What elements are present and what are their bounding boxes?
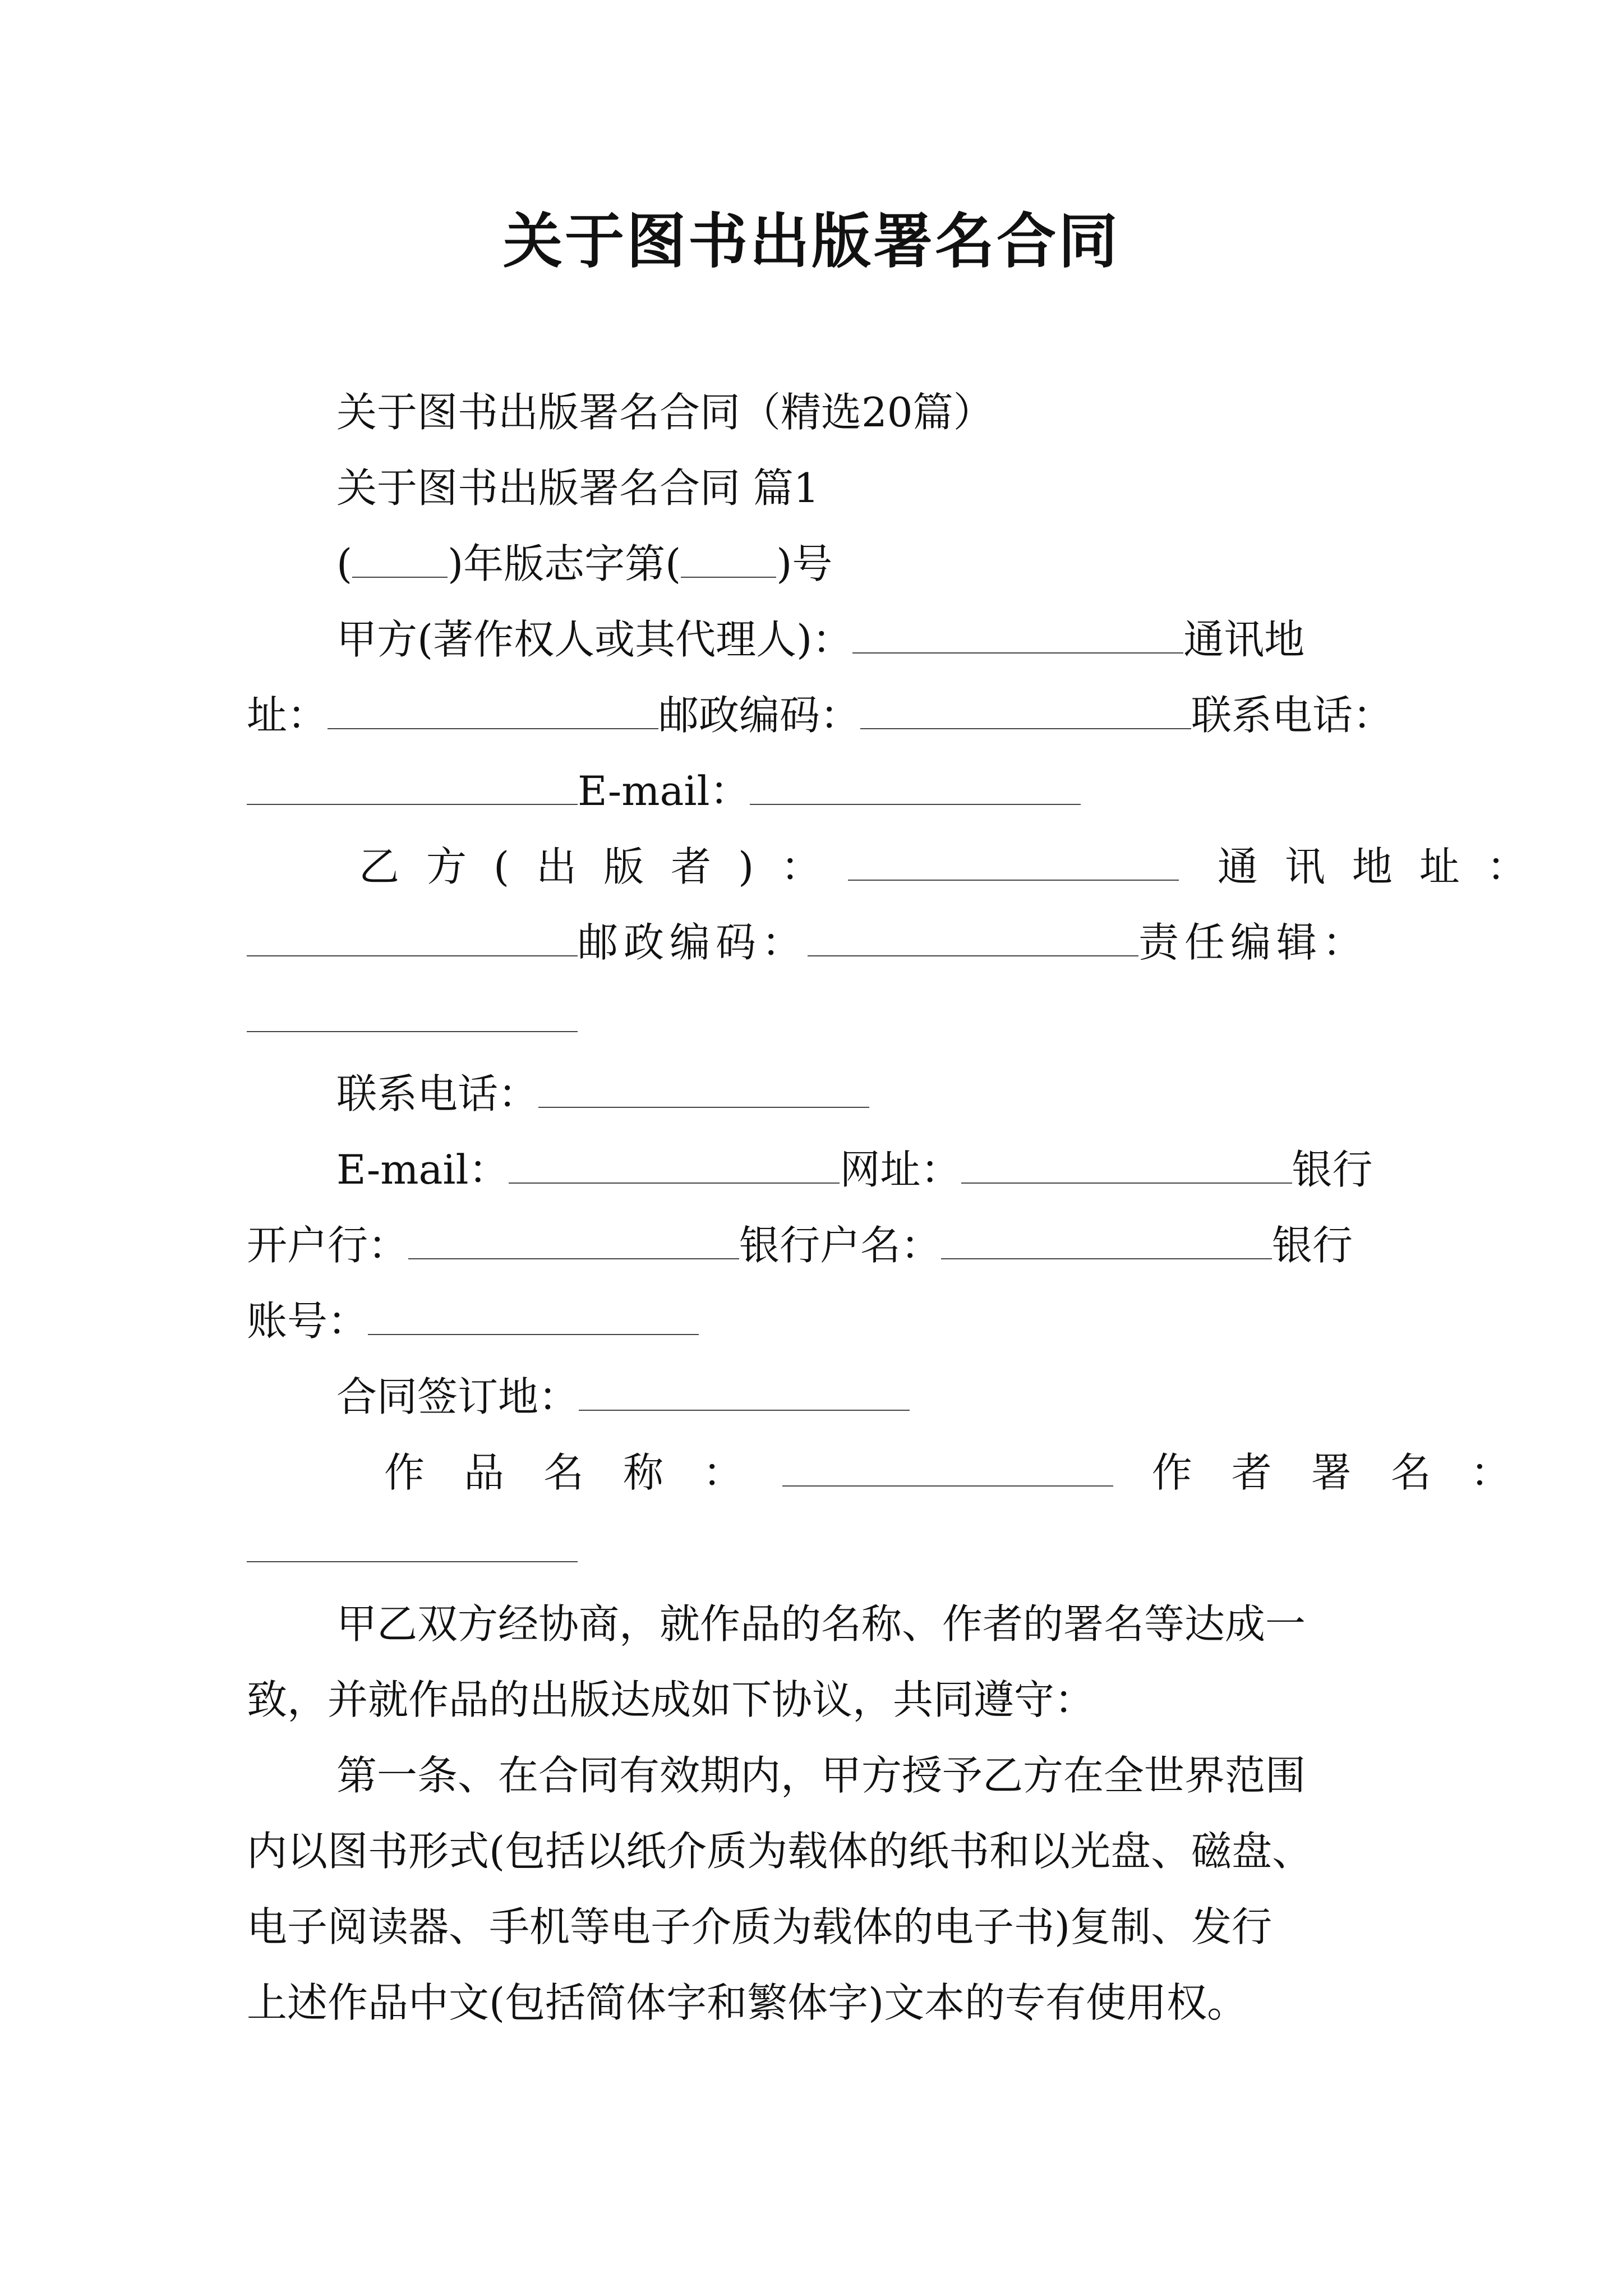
party-a-line-3: E-mail：: [247, 763, 1081, 819]
party-b-email-line: E-mail： 网址： 银行: [336, 1142, 1373, 1198]
party-b-name-blank: [848, 839, 1179, 881]
author-signature-blank: [247, 1521, 578, 1562]
party-b-bank-line: 开户行： 银行户名： 银行: [247, 1217, 1353, 1273]
intro-line-2: 致，并就作品的出版达成如下协议，共同遵守：: [247, 1676, 1095, 1723]
party-b-bank-blank: [408, 1218, 739, 1259]
party-a-phone-blank: [247, 763, 578, 805]
work-line: 作品名称： 作者署名：: [384, 1444, 1550, 1501]
number-blank: [681, 543, 776, 578]
contract-number-line: ( )年版志字第( )号: [336, 540, 833, 587]
party-b-account-no-blank: [368, 1294, 699, 1335]
year-blank: [352, 543, 448, 578]
party-a-address-blank: [328, 688, 658, 729]
party-b-line-1: 乙方(出版者)： 通讯地址：: [359, 839, 1554, 895]
article-1-line-3: 电子阅读器、手机等电子介质为载体的电子书)复制、发行: [247, 1903, 1272, 1950]
party-a-label: 甲方(著作权人或其代理人)：: [336, 616, 853, 663]
work-name-blank: [782, 1445, 1113, 1487]
party-b-account-name-blank: [941, 1218, 1272, 1259]
section-heading: 关于图书出版署名合同 篇1: [336, 464, 819, 512]
author-blank-line: [247, 1520, 578, 1576]
party-b-phone-blank: [538, 1066, 869, 1108]
article-1-line-4: 上述作品中文(包括简体字和繁体字)文本的专有使用权。: [247, 1979, 1248, 2026]
party-b-website-blank: [961, 1142, 1292, 1184]
party-b-line-2: 邮政编码： 责任编辑：: [247, 914, 1368, 970]
party-a-name-blank: [852, 612, 1183, 654]
party-b-email-blank: [509, 1142, 840, 1184]
party-b-postcode-blank: [808, 915, 1138, 956]
document-title: 关于图书出版署名合同: [503, 206, 1120, 276]
party-b-line-3: [247, 990, 578, 1046]
article-1-line-1: 第一条、在合同有效期内，甲方授予乙方在全世界范围: [336, 1752, 1306, 1799]
sign-place-line: 合同签订地：: [336, 1369, 910, 1425]
sign-place-blank: [579, 1369, 910, 1411]
party-b-address-blank: [247, 915, 578, 956]
party-a-email-blank: [750, 763, 1081, 805]
party-b-editor-blank: [247, 991, 578, 1032]
intro-line-1: 甲乙双方经协商，就作品的名称、作者的署名等达成一: [336, 1600, 1306, 1648]
subtitle: 关于图书出版署名合同（精选20篇）: [336, 389, 994, 436]
party-a-postcode-blank: [860, 688, 1191, 729]
party-a-line-1: 甲方(著作权人或其代理人)： 通讯地: [336, 611, 1304, 668]
party-b-account-line: 账号：: [247, 1293, 699, 1349]
party-b-phone-line: 联系电话：: [336, 1066, 869, 1122]
party-b-label: 乙方(出版者)：: [359, 843, 849, 890]
party-a-line-2: 址： 邮政编码： 联系电话：: [247, 687, 1393, 743]
article-1-line-2: 内以图书形式(包括以纸介质为载体的纸书和以光盘、磁盘、: [247, 1828, 1313, 1875]
